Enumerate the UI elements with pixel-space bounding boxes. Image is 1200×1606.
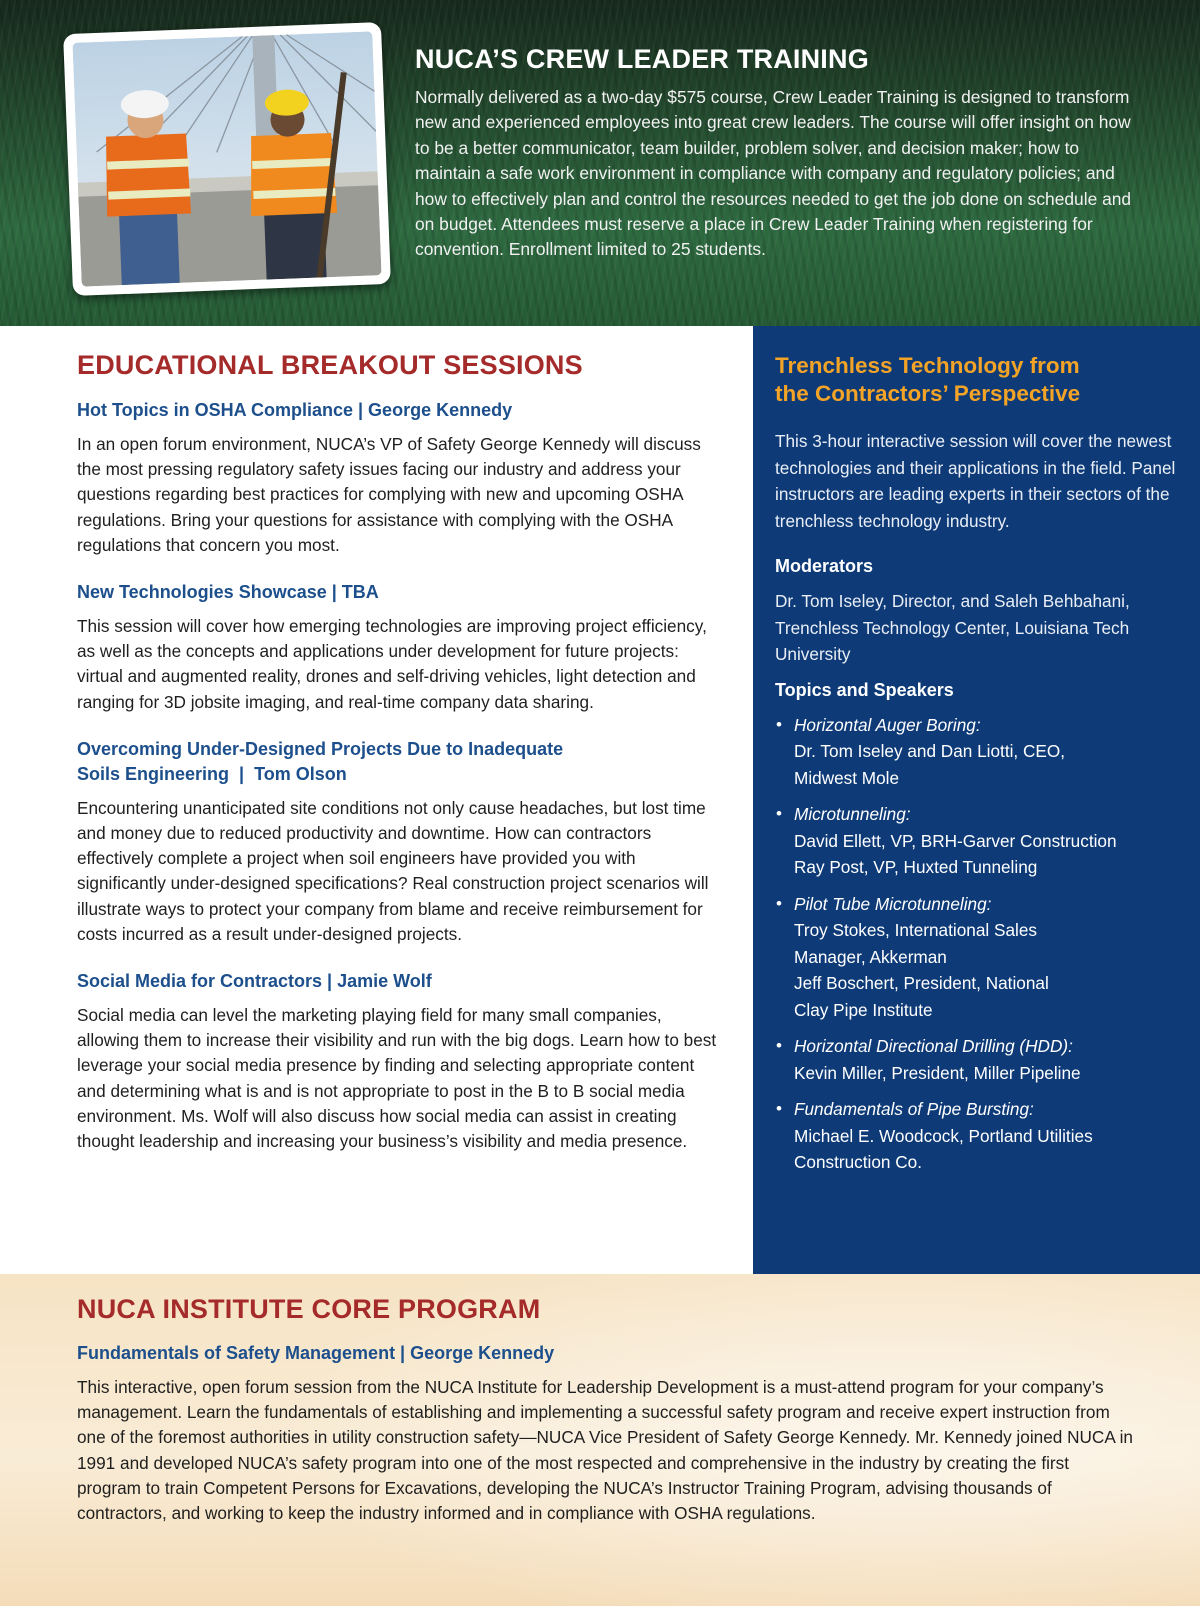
breakout-sessions	[77, 350, 717, 1176]
trenchless-description: This 3-hour interactive session will cover the newest technologies and their applications in the field. Panel instructors are leading experts in their sectors of the trenchless technology industry.	[775, 431, 1176, 531]
crew-leader-description: Normally delivered as a two-day $575 course, Crew Leader Training is designed to transform new and experienced employees into great crew leaders. The course will offer insight on how to be a better communicator, team builder, problem solver, and decision maker; how to maintain a safe work environment in compliance with company and regulatory policies; and how to effectively plan and control the resources needed to get the job done on schedule and on budget. Attendees must reserve a place in Crew Leader Training when registering for convention. Enrollment limited to 25 students.	[415, 87, 1132, 260]
trenchless-content	[775, 352, 1183, 1186]
topic-speaker: Michael E. Woodcock, Portland Utilities	[794, 1125, 1093, 1146]
session-soils	[77, 737, 717, 947]
bullet-icon: •	[776, 714, 782, 734]
bullet-icon: •	[776, 893, 782, 913]
session-description: Encountering unanticipated site conditions not only cause headaches, but lost time and money due to reduced productivity and downtime. How can contractors effectively complete a project when soil engineers have provided you with significantly under-designed specifications? Real construction project scenarios will illustrate ways to protect your company from blame and receive reimbursement for costs incurred as a result under-designed projects.	[77, 797, 709, 944]
topic-speaker: Ray Post, VP, Huxted Tunneling	[794, 857, 1038, 877]
list-item	[775, 712, 1183, 792]
topic-speaker: Midwest Mole	[794, 767, 900, 788]
list-item	[775, 1033, 1183, 1086]
trenchless-panel	[753, 326, 1200, 1274]
crew-leader-banner	[0, 0, 1200, 326]
session-social-media	[77, 969, 717, 1154]
session-description: In an open forum environment, NUCA’s VP of Safety George Kennedy will discuss the most pressing regulatory safety issues facing our industry and address your questions regarding best practices for complying with new and upcoming OSHA regulations. Bring your questions for assistance with complying with the OSHA regulations that concern you most.	[77, 434, 701, 555]
topic-speaker: Jeff Boschert, President, National	[794, 973, 1049, 993]
session-technologies	[77, 580, 717, 715]
topic-name: Microtunneling:	[794, 804, 911, 824]
session-osha	[77, 398, 717, 558]
list-item	[775, 1096, 1183, 1176]
core-program-section	[0, 1274, 1200, 1606]
session-title: Social Media for Contractors | Jamie Wolf	[77, 971, 432, 992]
list-item	[775, 801, 1183, 881]
session-description: This session will cover how emerging technologies are improving project efficiency, as well as the concepts and applications under development for future projects: virtual and augmented reality, drones and self-driving vehicles, light detection and ranging for 3D jobsite imaging, and real-time company data sharing.	[77, 616, 707, 712]
topic-name: Horizontal Auger Boring:	[794, 714, 981, 735]
trenchless-title	[775, 352, 1183, 408]
topic-name: Horizontal Directional Drilling (HDD):	[794, 1036, 1073, 1056]
trenchless-title-line: the Contractors’ Perspective	[775, 381, 1081, 406]
bullet-icon: •	[776, 1099, 782, 1118]
topic-speaker: Troy Stokes, International Sales	[794, 920, 1037, 940]
bullet-icon: •	[776, 1036, 782, 1055]
crew-leader-title: NUCA’S CREW LEADER TRAINING	[415, 44, 869, 74]
moderators-text: Dr. Tom Iseley, Director, and Saleh Behbahani, Trenchless Technology Center, Louisiana Tech University	[775, 591, 1130, 664]
crew-leader-text	[415, 44, 1135, 263]
topic-speaker: Clay Pipe Institute	[794, 999, 933, 1020]
list-item	[775, 891, 1183, 1024]
topics-heading: Topics and Speakers	[775, 679, 954, 700]
crew-leader-photo	[63, 22, 391, 296]
session-title-line: Soils Engineering | Tom Olson	[77, 763, 347, 784]
trenchless-title-line: Trenchless Technology from	[775, 353, 1080, 378]
moderators-heading: Moderators	[775, 556, 874, 576]
bullet-icon: •	[776, 804, 782, 823]
topic-speaker: Kevin Miller, President, Miller Pipeline	[794, 1062, 1081, 1083]
session-title: New Technologies Showcase | TBA	[77, 582, 379, 603]
breakout-title: EDUCATIONAL BREAKOUT SESSIONS	[77, 350, 583, 380]
topic-speaker: David Ellett, VP, BRH-Garver Construction	[794, 830, 1117, 851]
session-title: Hot Topics in OSHA Compliance | George Kennedy	[77, 400, 513, 420]
topic-name: Fundamentals of Pipe Bursting:	[794, 1099, 1034, 1119]
topics-list	[775, 712, 1183, 1176]
session-description: Social media can level the marketing playing field for many small companies, allowing them to increase their visibility and run with the big dogs. Learn how to best leverage your social media presence by finding and selecting appropriate content and determining what is and is not appropriate to post in the B to B social media environment. Ms. Wolf will also discuss how social media can assist in creating thought leadership and increasing your business’s visibility and media presence.	[77, 1005, 717, 1152]
session-title-line: Overcoming Under-Designed Projects Due to Inadequate	[77, 738, 564, 759]
core-program-session-title: Fundamentals of Safety Management | George Kennedy	[77, 1343, 555, 1363]
core-program-content	[77, 1294, 1137, 1526]
topic-speaker: Manager, Akkerman	[794, 946, 947, 967]
topic-speaker: Dr. Tom Iseley and Dan Liotti, CEO,	[794, 741, 1065, 761]
session-title	[77, 737, 717, 787]
topic-name: Pilot Tube Microtunneling:	[794, 893, 992, 914]
core-program-title: NUCA INSTITUTE CORE PROGRAM	[77, 1294, 541, 1324]
core-program-description: This interactive, open forum session from the NUCA Institute for Leadership Development is a must-attend program for your company’s management. Learn the fundamentals of establishing and implementing a successful safety program and receive expert instruction from one of the foremost authorities in utility construction safety—NUCA Vice President of Safety George Kennedy. Mr. Kennedy joined NUCA in 1991 and developed NUCA’s safety program into one of the most respected and comprehensive in the industry by creating the first program to train Competent Persons for Excavations, developing the NUCA’s Instructor Training Program, advising thousands of contractors, and working to keep the industry informed and in compliance with OSHA regulations.	[77, 1377, 1133, 1524]
topic-speaker: Construction Co.	[794, 1152, 923, 1172]
